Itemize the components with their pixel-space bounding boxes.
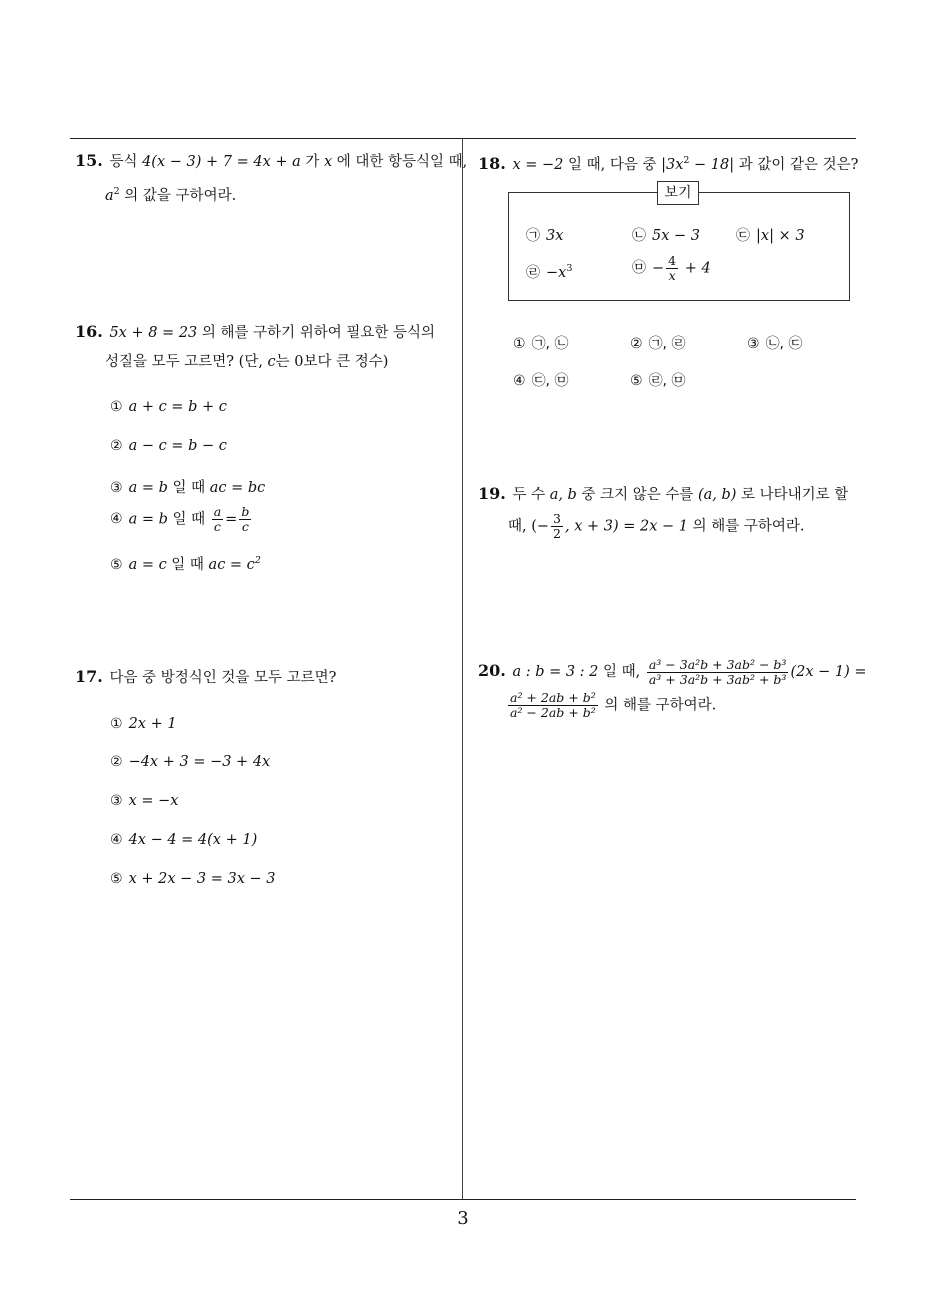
q18-box-item-5 bbox=[632, 254, 711, 283]
q18-box-item-4 bbox=[526, 262, 572, 282]
q18-item-5-fraction bbox=[666, 254, 678, 283]
q15-equation: 4(x − 3) + 7 = 4x + a bbox=[142, 154, 301, 170]
q16-option-3-mid: 일 때 bbox=[167, 480, 210, 496]
q18-abs-a: |3x bbox=[661, 156, 684, 173]
question-17 bbox=[75, 662, 460, 693]
q20-frac2-num: a² + 2ab + b² bbox=[510, 690, 596, 705]
q17-option-2-text: −4x + 3 = −3 + 4x bbox=[128, 754, 271, 770]
q17-option-5-text: x + 2x − 3 = 3x − 3 bbox=[128, 871, 276, 887]
q15-text-d: 의 값을 구하여라. bbox=[119, 187, 237, 204]
q18-line1 bbox=[478, 146, 863, 180]
q18-example-box bbox=[508, 192, 850, 301]
q16-option-1[interactable] bbox=[110, 399, 227, 415]
q16-option-4-eq: = bbox=[225, 511, 238, 528]
q16-option-5-mark: ⑤ bbox=[110, 557, 123, 573]
q16-option-1-text: a + c = b + c bbox=[128, 399, 227, 415]
q18-abs-b: − 18| bbox=[689, 156, 735, 173]
q16-option-2-text: a − c = b − c bbox=[128, 438, 227, 454]
q17-option-5-mark: ⑤ bbox=[110, 871, 123, 887]
q18-item-1-mark: ㉠ bbox=[526, 228, 540, 244]
q16-option-4-mid: 일 때 bbox=[167, 511, 210, 528]
q20-frac2-den: a² − 2ab + b² bbox=[510, 704, 596, 720]
q19-pair: (a, b) bbox=[697, 487, 737, 503]
q16-option-4-fraction-a bbox=[212, 505, 223, 534]
question-16 bbox=[75, 317, 460, 377]
q18-answer-4[interactable] bbox=[513, 370, 574, 390]
q18-item-4-text: −x bbox=[546, 265, 567, 281]
q16-frac2-den: c bbox=[241, 518, 249, 534]
q20-fraction-a bbox=[647, 658, 789, 687]
q15-line1 bbox=[75, 146, 468, 177]
question-15 bbox=[75, 146, 468, 211]
question-20 bbox=[478, 656, 867, 720]
q15-number: 15. bbox=[75, 151, 103, 170]
q16-option-4-mark: ④ bbox=[110, 511, 123, 528]
q18-box-label: 보기 bbox=[657, 181, 699, 205]
q18-answer-2-mark: ② bbox=[630, 336, 643, 352]
q18-answer-3-mark: ③ bbox=[747, 336, 760, 352]
q20-line1 bbox=[478, 656, 867, 687]
q19-equation: , x + 3) = 2x − 1 bbox=[565, 518, 689, 535]
q16-option-4-pre: a = b bbox=[128, 511, 168, 528]
q17-option-1-text: 2x + 1 bbox=[128, 716, 177, 732]
q19-text-b: 중 크지 않은 수를 bbox=[576, 487, 698, 503]
q16-option-4-fraction-b bbox=[239, 505, 251, 534]
q19-text-d: 때, (− bbox=[508, 518, 550, 535]
q18-number: 18. bbox=[478, 153, 506, 173]
q18-answer-5[interactable] bbox=[630, 370, 691, 390]
q18-item-4-mark: ㉣ bbox=[526, 265, 540, 281]
q18-equation: x = −2 bbox=[512, 156, 564, 173]
q16-variable: c bbox=[267, 354, 276, 370]
q16-option-5-exp: 2 bbox=[254, 555, 261, 567]
q18-item-5-mark: ㉤ bbox=[632, 260, 646, 277]
q18-item-5-post: + 4 bbox=[680, 260, 711, 277]
q16-option-2[interactable] bbox=[110, 438, 227, 454]
q15-variable: x bbox=[324, 154, 333, 170]
q16-frac1-num: a bbox=[213, 504, 222, 519]
q18-answer-2-text: ㉠, ㉣ bbox=[648, 336, 686, 352]
q16-option-2-mark: ② bbox=[110, 438, 123, 454]
q20-number: 20. bbox=[478, 661, 506, 680]
q18-box-item-3 bbox=[736, 225, 805, 245]
q16-text-c: 는 0보다 큰 정수) bbox=[275, 354, 389, 370]
q18-answer-3-text: ㉡, ㉢ bbox=[765, 336, 803, 352]
q17-option-2-mark: ② bbox=[110, 754, 123, 770]
q16-frac1-den: c bbox=[213, 518, 221, 534]
q16-number: 16. bbox=[75, 322, 103, 341]
q16-option-5-mid: 일 때 bbox=[166, 557, 209, 573]
q18-item-3-mark: ㉢ bbox=[736, 228, 750, 244]
q15-a-variable: a bbox=[105, 187, 114, 204]
q17-option-1-mark: ① bbox=[110, 716, 123, 732]
q19-fraction bbox=[551, 512, 563, 541]
question-19 bbox=[478, 479, 863, 541]
q16-option-3-pre: a = b bbox=[128, 480, 168, 496]
q18-item-4-exp: 3 bbox=[566, 263, 573, 275]
q19-line1 bbox=[478, 479, 863, 510]
q18-item-5-frac-num: 4 bbox=[668, 253, 677, 268]
q18-answer-5-text: ㉣, ㉤ bbox=[648, 373, 686, 389]
q16-text-a: 의 해를 구하기 위하여 필요한 등식의 bbox=[197, 325, 436, 341]
q18-answer-1[interactable] bbox=[513, 333, 574, 353]
q16-option-5[interactable] bbox=[110, 553, 261, 574]
q17-number: 17. bbox=[75, 667, 103, 686]
q16-option-5-pre: a = c bbox=[128, 557, 167, 573]
q18-answer-4-mark: ④ bbox=[513, 373, 526, 389]
q16-frac2-num: b bbox=[241, 504, 250, 519]
q20-text-b: 의 해를 구하여라. bbox=[599, 697, 717, 714]
q16-line2 bbox=[75, 348, 460, 377]
q17-option-2[interactable] bbox=[110, 754, 270, 770]
q19-frac-den: 2 bbox=[553, 525, 561, 541]
q20-text-a: 일 때, bbox=[598, 664, 645, 680]
q16-text-b: 성질을 모두 고르면? (단, bbox=[105, 354, 268, 370]
q18-item-2-mark: ㉡ bbox=[632, 228, 646, 244]
q20-ratio: a : b = 3 : 2 bbox=[512, 664, 599, 680]
q17-line1 bbox=[75, 662, 460, 693]
q17-option-1[interactable] bbox=[110, 716, 177, 732]
q16-option-3[interactable] bbox=[110, 476, 265, 497]
q20-frac1-den: a³ + 3a²b + 3ab² + b³ bbox=[648, 671, 787, 687]
q16-option-3-post: ac = bc bbox=[209, 480, 266, 496]
q17-text: 다음 중 방정식인 것을 모두 고르면? bbox=[109, 670, 337, 686]
q20-fraction-b bbox=[508, 691, 598, 720]
q18-answer-5-mark: ⑤ bbox=[630, 373, 643, 389]
q18-item-3-text: |x| × 3 bbox=[756, 228, 805, 244]
q15-text-c: 에 대한 항등식일 때, bbox=[332, 154, 468, 170]
q18-item-2-text: 5x − 3 bbox=[652, 228, 700, 244]
q20-equation-tail: (2x − 1) = bbox=[790, 664, 867, 680]
q18-text-a: 일 때, 다음 중 bbox=[563, 156, 662, 173]
q16-option-3-mark: ③ bbox=[110, 480, 123, 496]
q18-answer-4-text: ㉢, ㉤ bbox=[531, 373, 569, 389]
q18-answer-3[interactable] bbox=[747, 333, 808, 353]
q19-text-e: 의 해를 구하여라. bbox=[688, 518, 805, 535]
q17-option-3-mark: ③ bbox=[110, 793, 123, 809]
q19-frac-num: 3 bbox=[553, 511, 561, 526]
q20-frac1-num: a³ − 3a²b + 3ab² − b³ bbox=[648, 656, 787, 672]
q18-item-5-pre: − bbox=[652, 260, 665, 277]
q16-option-5-post: ac = c bbox=[208, 557, 255, 573]
q17-option-3-text: x = −x bbox=[128, 793, 179, 809]
question-18 bbox=[478, 146, 863, 180]
q17-option-5[interactable] bbox=[110, 871, 275, 887]
q16-option-1-mark: ① bbox=[110, 399, 123, 415]
q18-answer-2[interactable] bbox=[630, 333, 691, 353]
page-number: 3 bbox=[457, 1208, 469, 1229]
q15-line2 bbox=[75, 177, 460, 211]
q17-option-4[interactable] bbox=[110, 832, 257, 848]
q16-line1 bbox=[75, 317, 460, 348]
q19-text-a: 두 수 bbox=[512, 487, 550, 503]
q17-option-3[interactable] bbox=[110, 793, 178, 809]
q18-box-item-2 bbox=[632, 225, 700, 245]
q18-item-1-text: 3x bbox=[546, 228, 564, 244]
q18-exp: 2 bbox=[683, 155, 690, 166]
q17-option-4-mark: ④ bbox=[110, 832, 123, 848]
q18-answer-1-text: ㉠, ㉡ bbox=[531, 336, 569, 352]
q19-line2 bbox=[478, 512, 863, 541]
q19-text-c: 로 나타내기로 할 bbox=[736, 487, 849, 503]
q18-box-item-1 bbox=[526, 225, 563, 245]
q19-vars: a, b bbox=[549, 487, 577, 503]
q15-exponent: 2 bbox=[113, 186, 120, 197]
q18-item-5-frac-den: x bbox=[668, 267, 676, 283]
q16-option-4[interactable] bbox=[110, 505, 253, 534]
column-divider bbox=[462, 139, 463, 1200]
q15-text-a: 등식 bbox=[109, 154, 143, 170]
q17-option-4-text: 4x − 4 = 4(x + 1) bbox=[128, 832, 258, 848]
q19-number: 19. bbox=[478, 484, 506, 503]
q20-line2 bbox=[478, 691, 863, 720]
q18-text-b: 과 값이 같은 것은? bbox=[734, 156, 859, 173]
q15-text-b: 가 bbox=[300, 154, 324, 170]
q16-equation: 5x + 8 = 23 bbox=[109, 325, 198, 341]
top-rule bbox=[70, 138, 856, 139]
bottom-rule bbox=[70, 1199, 856, 1200]
q18-answer-1-mark: ① bbox=[513, 336, 526, 352]
